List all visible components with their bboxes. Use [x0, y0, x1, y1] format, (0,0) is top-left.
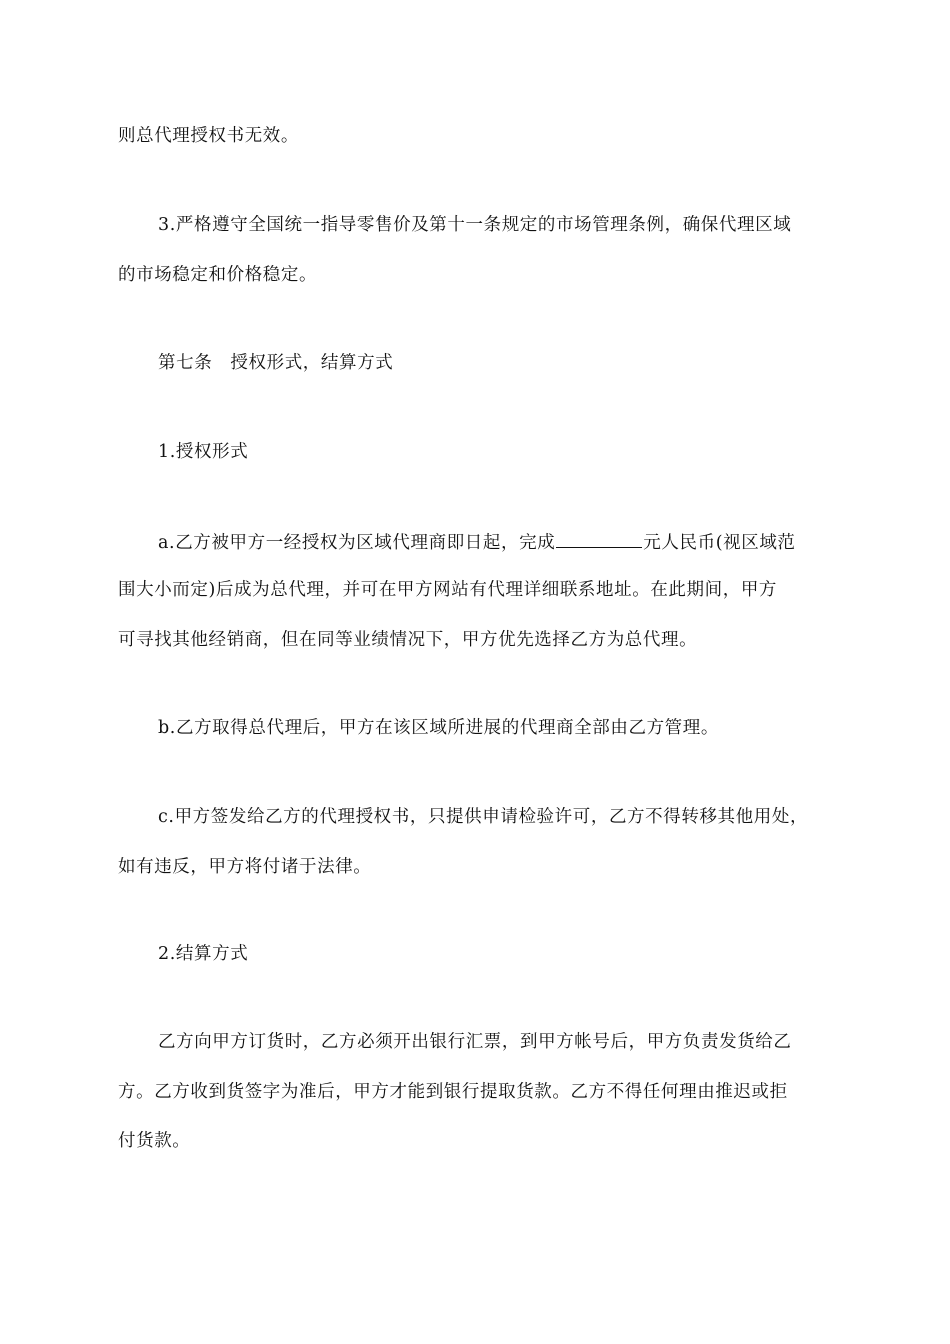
item-a-text-before-blank: a.乙方被甲方一经授权为区域代理商即日起，完成: [158, 533, 556, 553]
settlement-line-2: 方。乙方收到货签字为准后，甲方才能到银行提取货款。乙方不得任何理由推迟或拒: [118, 1082, 788, 1102]
item-a-text-after-blank: 元人民币(视区域范: [643, 533, 796, 553]
clause-3-line-2: 的市场稳定和价格稳定。: [118, 265, 318, 285]
article-7-heading: 第七条 授权形式，结算方式: [158, 353, 394, 373]
item-c-line-2: 如有违反，甲方将付诸于法律。: [118, 857, 372, 877]
settlement-line-3: 付货款。: [118, 1131, 191, 1151]
amount-blank: [556, 529, 642, 548]
item-b-line-1: b.乙方取得总代理后，甲方在该区域所进展的代理商全部由乙方管理。: [158, 718, 719, 738]
clause-3-line-1: 3.严格遵守全国统一指导零售价及第十一条规定的市场管理条例，确保代理区域: [158, 215, 792, 235]
item-a-line-2: 围大小而定)后成为总代理，并可在甲方网站有代理详细联系地址。在此期间，甲方: [118, 580, 778, 600]
section-1-heading: 1.授权形式: [158, 442, 249, 462]
section-2-heading: 2.结算方式: [158, 944, 249, 964]
item-a-line-1: [158, 529, 796, 555]
paragraph-continuation: 则总代理授权书无效。: [118, 126, 299, 146]
item-c-line-1: c.甲方签发给乙方的代理授权书，只提供申请检验许可，乙方不得转移其他用处，: [158, 807, 809, 827]
item-a-line-3: 可寻找其他经销商，但在同等业绩情况下，甲方优先选择乙方为总代理。: [118, 630, 698, 650]
settlement-line-1: 乙方向甲方订货时，乙方必须开出银行汇票，到甲方帐号后，甲方负责发货给乙: [158, 1032, 792, 1052]
